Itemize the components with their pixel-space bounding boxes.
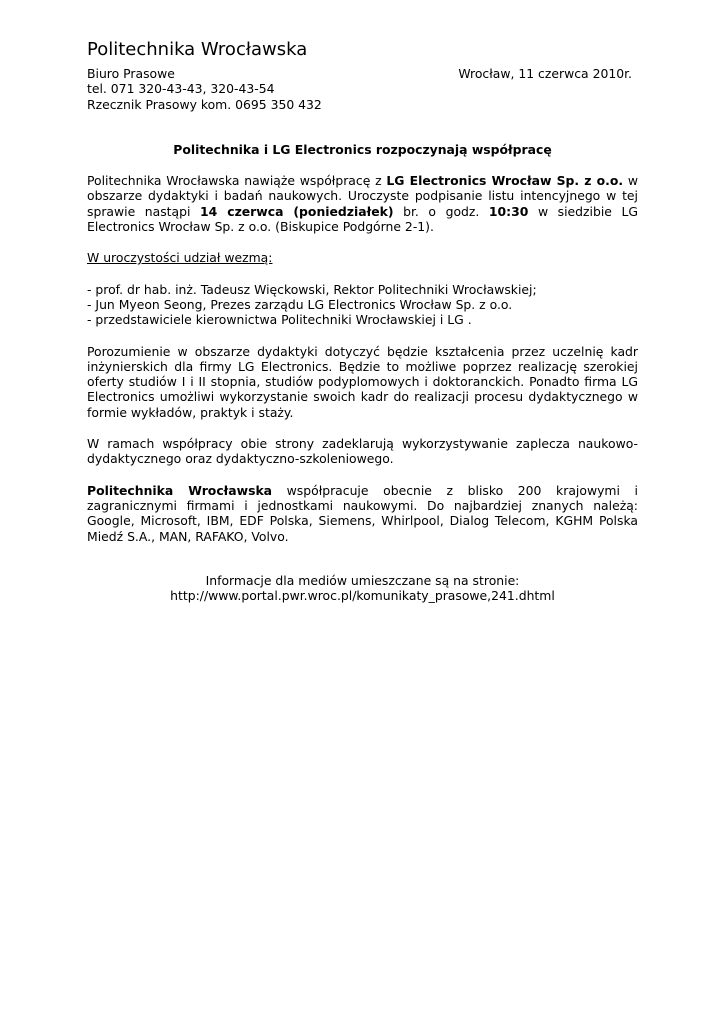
header-row (87, 66, 638, 81)
list-item: - Jun Myeon Seong, Prezes zarządu LG Electronics Wrocław Sp. z o.o. (87, 296, 513, 312)
release-date: Wrocław, 11 czerwca 2010r. (458, 66, 632, 81)
media-info-url: http://www.portal.pwr.wroc.pl/komunikaty_prasowe,241.dhtml (170, 588, 555, 604)
partners-text: współpracuje obecnie z blisko 200 krajowymi i zagranicznymi firmami i jednostkami naukowymi. Do najbardziej znanych należą: Google, Microsoft, IBM, EDF Polska, Siemens, Whirlpool, Dialog Telecom, KGHM Polska Miedź S.A., MAN, RAFAKO, Volvo. (87, 482, 638, 544)
intro-event-time: 10:30 (488, 203, 529, 219)
intro-text-2: w obszarze dydaktyki i badań naukowych. Uroczyste podpisanie listu intencyjnego w tej sprawie nastąpi (87, 173, 639, 219)
media-info-text: Informacje dla mediów umieszczane są na stronie: (205, 572, 520, 588)
agreement-paragraph: Porozumienie w obszarze dydaktyki dotyczyć będzie kształcenia przez uczelnię kadr inżynierskich dla firmy LG Electronics. Będzie to możliwe poprzez realizację szerokiej oferty studiów I i II stopnia, studiów podyplomowych i doktoranckich. Ponadto firma LG Electronics umożliwi wykorzystanie swoich kadr do realizacji procesu dydaktycznego w formie wykładów, praktyk i staży. (87, 343, 638, 420)
partners-paragraph (87, 483, 638, 544)
partners-org-name: Politechnika Wrocławska (87, 482, 273, 498)
press-office-label: Biuro Prasowe (87, 66, 175, 81)
phone-numbers: tel. 071 320-43-43, 320-43-54 (87, 81, 275, 97)
organization-name: Politechnika Wrocławska (87, 39, 308, 60)
letterhead (87, 38, 638, 112)
press-release-page (87, 38, 638, 603)
intro-text-1: Politechnika Wrocławska nawiąże współpracę z (87, 173, 387, 189)
cooperation-paragraph: W ramach współpracy obie strony zadeklarują wykorzystywanie zaplecza naukowo-dydaktycznego oraz dydaktyczno-szkoleniowego. (87, 436, 638, 467)
participants-list (87, 282, 638, 328)
intro-text-4: w siedzibie LG Electronics Wrocław Sp. z o.o. (Biskupice Podgórne 2-1). (87, 203, 639, 235)
media-info-footer (87, 573, 638, 604)
spokesperson-contact: Rzecznik Prasowy kom. 0695 350 432 (87, 96, 322, 112)
list-item: - prof. dr hab. inż. Tadeusz Więckowski, Rektor Politechniki Wrocławskiej; (87, 281, 537, 297)
intro-text-3: br. o godz. (393, 203, 489, 219)
intro-company-name: LG Electronics Wrocław Sp. z o.o. (386, 173, 624, 189)
participants-heading: W uroczystości udział wezmą: (87, 250, 273, 266)
document-title: Politechnika i LG Electronics rozpoczynają współpracę (173, 141, 552, 157)
intro-event-date: 14 czerwca (poniedziałek) (200, 203, 394, 219)
list-item: - przedstawiciele kierownictwa Politechniki Wrocławskiej i LG . (87, 312, 472, 328)
intro-paragraph (87, 173, 638, 234)
